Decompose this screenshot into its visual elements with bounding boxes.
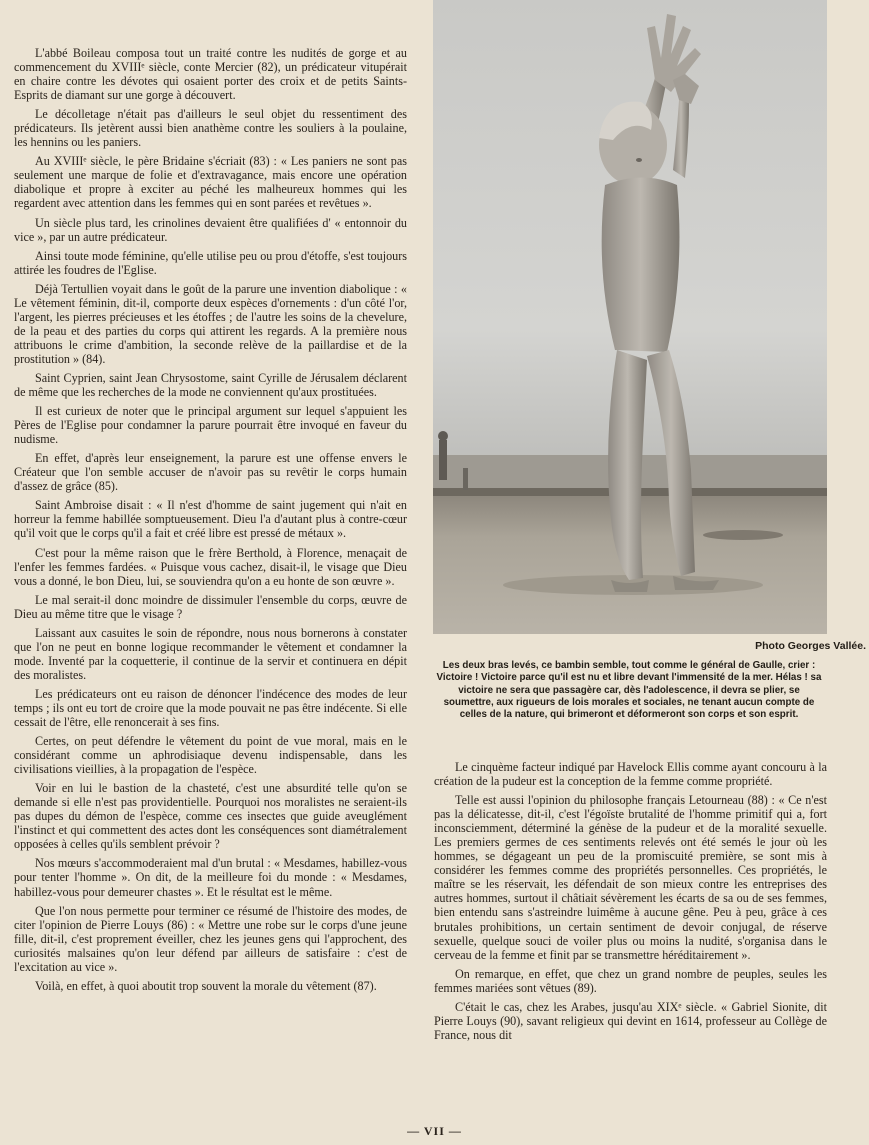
paragraph: Nos mœurs s'accommoderaient mal d'un brutal : « Mesdames, habillez-vous pour tenter l'homme ». On dit, de la meilleure foi du monde : « Mesdames, habillez-vous pour demeurer chastes ». Et le résultat est le même. — [14, 856, 407, 899]
beach-child-photo — [433, 0, 827, 634]
paragraph: Voilà, en effet, à quoi aboutit trop souvent la morale du vêtement (87). — [35, 978, 377, 993]
paragraph: En effet, d'après leur enseignement, la parure est une offense envers le Créateur que l'on semble accuser de n'avoir pas su revêtir le corps humain d'assez de grâce (85). — [14, 451, 407, 494]
paragraph: Le cinquème facteur indiqué par Havelock Ellis comme ayant concouru à la création de la pudeur est la conception de la femme comme propriété. — [434, 760, 827, 789]
paragraph: Saint Ambroise disait : « Il n'est d'homme de saint jugement qui n'ait en horreur la femme habillée somptueusement. Dieu l'a d'autant plus à contre-cœur qu'il voit que le corps qu'il a fait et créé libre est pressé de métaux ». — [14, 498, 407, 541]
paragraph: Certes, on peut défendre le vêtement du point de vue moral, mais en le considérant comme un aphrodisiaque devenu indispensable, dans les civilisations vieillies, à la propagation de l'espèce. — [14, 734, 407, 777]
paragraph: Les prédicateurs ont eu raison de dénoncer l'indécence des modes de leur temps ; ils ont eu tort de croire que la mode pouvait ne pas être indécente. Si elle cessait de l'être, elle renoncerait à ses fins. — [14, 686, 407, 730]
photo-credit: Photo Georges Vallée. — [755, 640, 866, 652]
paragraph: L'abbé Boileau composa tout un traité contre les nudités de gorge et au commencement du XVIIIᵉ siècle, conte Mercier (82), un prédicateur vitupérait en chaire contre les dévotes qui osaient porter des croix et de petits Saints-Esprits de diamant sur une gorge à découvert. — [14, 46, 407, 103]
paragraph: Ainsi toute mode féminine, qu'elle utilise peu ou prou d'étoffe, s'est toujours attirée les foudres de l'Eglise. — [14, 248, 407, 277]
paragraph: Le décolletage n'était pas d'ailleurs le seul objet du ressentiment des prédicateurs. Ils jetèrent aussi bien anathème contre les souliers à la poulaine, les hennins ou les paniers. — [14, 107, 407, 150]
paragraph: On remarque, en effet, que chez un grand nombre de peuples, seules les femmes mariées sont vêtues (89). — [434, 966, 827, 995]
paragraph: C'est pour la même raison que le frère Berthold, à Florence, menaçait de l'enfer les femmes fardées. « Puisque vous cachez, disait-il, le visage que Dieu vous a donné, le bon Dieu, lui, se souviendra qu'on a eu honte de son œuvre ». — [14, 545, 407, 588]
page-number: — VII — — [407, 1124, 462, 1138]
paragraph: Que l'on nous permette pour terminer ce résumé de l'histoire des modes, de citer l'opinion de Pierre Louys (86) : « Mettre une robe sur le corps d'une jeune fille, dit-il, c'est proprement éveiller, chez les jeunes gens qui l'approchent, des curiosités malsaines qu'on leur défend par ailleurs de satisfaire : c'est de l'excitation au vice ». — [14, 903, 407, 974]
paragraph: Un siècle plus tard, les crinolines devaient être qualifiées d' « entonnoir du vice », par un autre prédicateur. — [14, 215, 407, 244]
paragraph: Laissant aux casuites le soin de répondre, nous nous bornerons à constater que l'on ne peut en bonne logique recommander le vêtement et condamner la mode. Inventé par la coquetterie, il continue de la servir et continuera en dépit des moralistes. — [14, 625, 407, 682]
paragraph: Déjà Tertullien voyait dans le goût de la parure une invention diabolique : « Le vêtement féminin, dit-il, comporte deux espèces d'ornements : d'un côté l'or, l'argent, les pierres précieuses et les étoffes ; de l'autre les soins de la chevelure, de la peau et des parties du corps qui attirent les regards. A la première nous attribuons le crime d'ambition, la seconde relève de la paillardise et de la prostitution » (84). — [14, 281, 407, 366]
paragraph: Le mal serait-il donc moindre de dissimuler l'ensemble du corps, œuvre de Dieu au même titre que le visage ? — [14, 592, 407, 621]
photo-illustration — [433, 0, 827, 634]
left-text-column — [14, 46, 407, 998]
paragraph: C'était le cas, chez les Arabes, jusqu'au XIXᵉ siècle. « Gabriel Sionite, dit Pierre Louys (90), savant religieux qui devint en 1614, professeur au Collège de France, nous dit — [434, 999, 827, 1042]
photo-caption: Les deux bras levés, ce bambin semble, tout comme le général de Gaulle, crier : Victoire ! Victoire parce qu'il est nu et libre devant l'immensité de la mer. Hélas ! sa victoire ne sera que passagère car, dès l'adolescence, il devra se plier, se soumettre, aux rigueurs de lois morales et sociales, ne tenant aucun compte de celles de la nature, qui brimeront et déformeront son corps et son esprit. — [436, 660, 822, 721]
paragraph: Au XVIIIᵉ siècle, le père Bridaine s'écriait (83) : « Les paniers ne sont pas seulement une marque de folie et d'extravagance, mais encore une opération diabolique et propre à exciter au péché les malheureux hommes qui les regardent avec attention dans les femmes qui en sont parées et revêtues ». — [14, 154, 407, 211]
paragraph: Il est curieux de noter que le principal argument sur lequel s'appuient les Pères de l'Eglise pour condamner la parure pourrait être invoqué en faveur du nudisme. — [14, 404, 407, 447]
paragraph: Voir en lui le bastion de la chasteté, c'est une absurdité telle qu'on se demande si elle n'est pas providentielle. Pourquoi nos moralistes ne seraient-ils pas dupes du démon de l'espèce, comme ces insectes que guide aveuglément l'instinct et qui commettent des actes dont les conséquences sont diamétralement opposées à celles qu'ils semblent prévoir ? — [14, 781, 407, 852]
paragraph: Telle est aussi l'opinion du philosophe français Letourneau (88) : « Ce n'est pas la délicatesse, dit-il, c'est l'égoïste brutalité de l'homme primitif qui a, fort inconsciemment, déterminé la génèse de la pudeur et de la moralité sexuelle. Les premiers germes de ces sentiments relevés ont été semés le jour où les hommes, se dégageant un peu de la promiscuité première, se sont mis à considérer les femmes comme des propriétés personnelles. Ces propriétés, le maître se les réservait, les défendait de son mieux contre les entreprises des autres hommes, surtout il châtiait sévèrement les écarts de sa ou de ses femmes, bien entendu sans s'astreindre luimême à aucune gêne. Peu à peu, grâce à ces brutales prohibitions, un certain sentiment de devoir conjugal, de réserve sexuelle, quelque souci de voiler plus ou moins la nudité, s'organisa dans le cerveau de la femme et finit par se transmettre héréditairement ». — [434, 793, 827, 962]
paragraph: Saint Cyprien, saint Jean Chrysostome, saint Cyrille de Jérusalem déclarent de même que les recherches de la mode ne conviennent qu'aux prostituées. — [14, 370, 407, 400]
right-text-column — [434, 760, 827, 1047]
